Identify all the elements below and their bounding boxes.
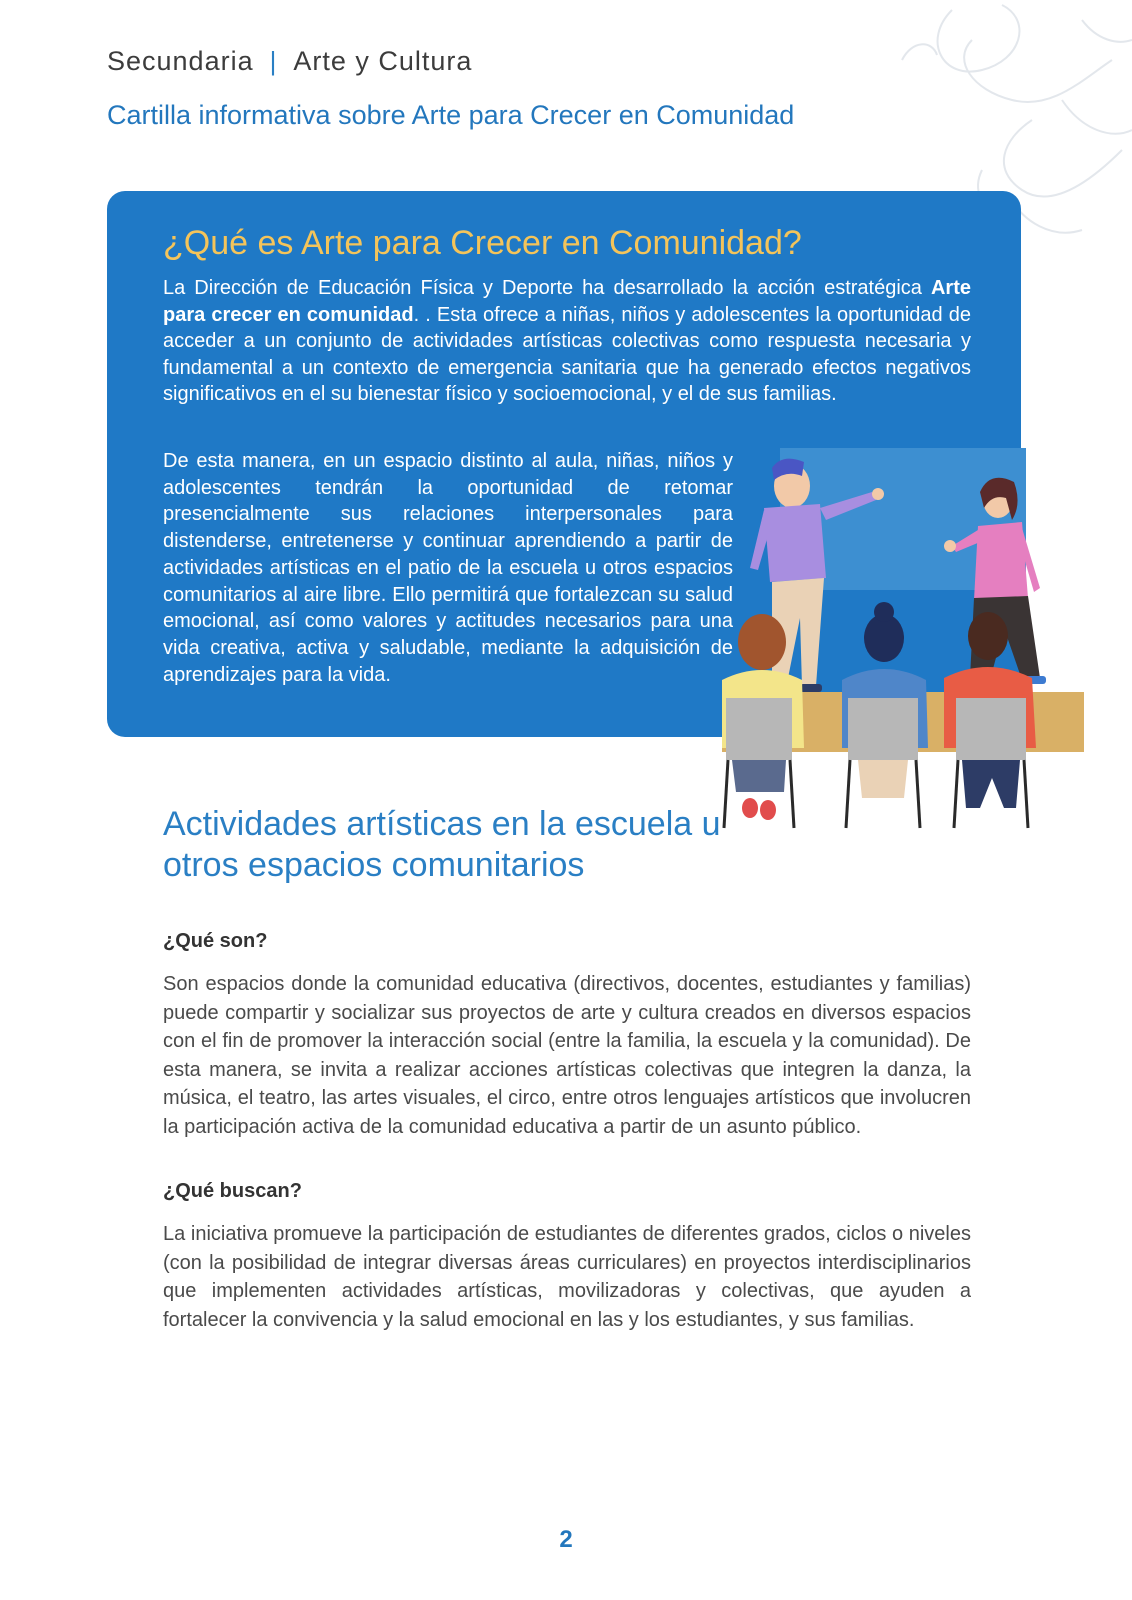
answer-what-seek: La iniciativa promueve la participación de estudiantes de diferentes grados, ciclos o niveles (con la posibilidad de integrar diversas áreas curriculares) en proyectos interdisciplinarios que implementen actividades artísticas, movilizadoras y colectivas, que ayuden a fortalecer la convivencia y la salud emocional en las y los estudiantes, y sus familias. [163,1223,971,1331]
intro-p1-strategy-name: Arte para crecer en comunidad [163,277,971,326]
intro-paragraph-1 [163,275,971,408]
header-separator: | [269,46,278,76]
student-middle-icon [842,602,928,828]
answer-what-are: Son espacios donde la comunidad educativa (directivos, docentes, estudiantes y familias) puede compartir y socializar sus proyectos de arte y cultura creados en diversos espacios con el fin de promover la interacción social (entre la familia, la escuela y la comunidad). De esta manera, se invita a realizar acciones artísticas colectivas que integren la danza, la música, el teatro, las artes visuales, el circo, entre otros lenguajes artísticos que involucren la participación activa de la comunidad educativa a partir de un asunto público. [163,973,971,1138]
intro-p1-start: La Dirección de Educación Física y Deporte ha desarrollado la acción estratégica [163,277,931,299]
intro-p1-rest: . . Esta ofrece a niñas, niños y adolescentes la oportunidad de acceder a un conjunto de actividades artísticas colectivas como respuesta necesaria y fundamental a un contexto de emergencia sanitaria que ha generado efectos negativos significativos en el su bienestar físico y socioemocional, y el de sus familias. [163,303,972,405]
header-area: Arte y Cultura [293,46,473,76]
page-number: 2 [559,1526,573,1553]
header-level: Secundaria [107,46,254,76]
intro-paragraph-2: De esta manera, en un espacio distinto al aula, niñas, niños y adolescentes tendrán la oportunidad de retomar presencialmente sus relaciones interpersonales para distenderse, entretenerse y continuar aprendiendo a partir de actividades artísticas en el patio de la escuela u otros espacios comunitarios al aire libre. Ello permitirá que fortalezcan su salud emocional, así como valores y actitudes necesarios para una vida creativa, activa y saludable, mediante la adquisición de aprendizajes para la vida. [163,450,733,686]
section-title: Actividades artísticas en la escuela u otros espacios comunitarios [163,805,721,884]
question-what-are: ¿Qué son? [163,930,268,952]
question-what-seek: ¿Qué buscan? [163,1180,302,1202]
intro-title: ¿Qué es Arte para Crecer en Comunidad? [163,224,802,262]
document-title: Cartilla informativa sobre Arte para Crecer en Comunidad [107,100,795,130]
header-breadcrumb [107,46,472,77]
classroom-illustration [722,448,1084,830]
